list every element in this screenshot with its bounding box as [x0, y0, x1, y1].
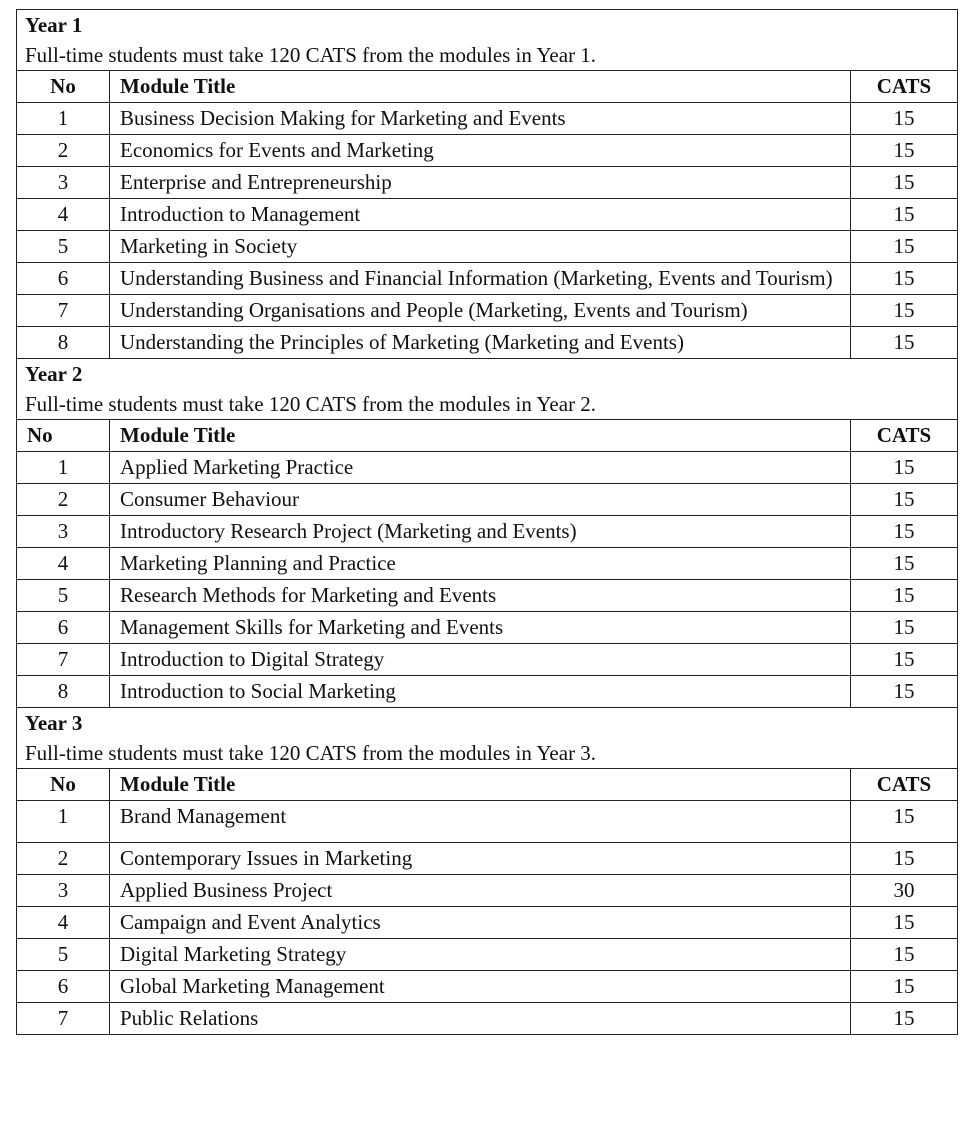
module-cats: 15 [850, 580, 957, 612]
module-cats: 15 [850, 167, 957, 199]
table-row [17, 516, 958, 548]
module-title: Introduction to Management [110, 199, 851, 231]
module-no: 3 [17, 516, 110, 548]
year-2-heading-cell [17, 359, 958, 420]
year-3-column-headers [17, 769, 958, 801]
module-cats: 15 [850, 516, 957, 548]
module-no: 3 [17, 875, 110, 907]
module-title: Economics for Events and Marketing [110, 135, 851, 167]
module-cats: 15 [850, 103, 957, 135]
module-cats: 15 [850, 939, 957, 971]
module-title: Understanding the Principles of Marketing (Marketing and Events) [110, 327, 851, 359]
module-title: Research Methods for Marketing and Events [110, 580, 851, 612]
table-row [17, 548, 958, 580]
module-no: 2 [17, 135, 110, 167]
module-title: Understanding Business and Financial Information (Marketing, Events and Tourism) [110, 263, 851, 295]
year-2-description: Full-time students must take 120 CATS from the modules in Year 2. [25, 392, 597, 416]
module-document [16, 9, 958, 1035]
table-row [17, 103, 958, 135]
year-2-section-header [17, 359, 958, 420]
module-no: 2 [17, 484, 110, 516]
table-row [17, 484, 958, 516]
module-cats: 15 [850, 612, 957, 644]
table-row [17, 199, 958, 231]
year-3-section-header [17, 708, 958, 769]
column-header-no: No [17, 769, 110, 801]
year-3-heading-cell [17, 708, 958, 769]
table-row [17, 452, 958, 484]
table-row [17, 644, 958, 676]
module-title: Brand Management [110, 801, 851, 843]
table-row [17, 167, 958, 199]
year-3-title: Year 3 [25, 711, 83, 735]
table-row [17, 939, 958, 971]
module-title: Consumer Behaviour [110, 484, 851, 516]
year-1-description: Full-time students must take 120 CATS from the modules in Year 1. [25, 43, 597, 67]
year-1-column-headers [17, 71, 958, 103]
table-row [17, 676, 958, 708]
module-cats: 15 [850, 1003, 957, 1035]
table-row [17, 907, 958, 939]
module-no: 5 [17, 939, 110, 971]
table-row [17, 135, 958, 167]
module-no: 5 [17, 231, 110, 263]
column-header-no: No [17, 420, 110, 452]
module-title: Contemporary Issues in Marketing [110, 843, 851, 875]
module-cats: 30 [850, 875, 957, 907]
module-cats: 15 [850, 135, 957, 167]
column-header-title: Module Title [110, 769, 851, 801]
module-no: 7 [17, 295, 110, 327]
module-no: 6 [17, 263, 110, 295]
module-no: 1 [17, 801, 110, 843]
module-cats: 15 [850, 199, 957, 231]
column-header-title: Module Title [110, 71, 851, 103]
column-header-cats: CATS [850, 420, 957, 452]
year-1-section-header [17, 10, 958, 71]
module-cats: 15 [850, 907, 957, 939]
module-no: 7 [17, 644, 110, 676]
module-cats: 15 [850, 484, 957, 516]
module-cats: 15 [850, 231, 957, 263]
module-no: 6 [17, 612, 110, 644]
module-no: 8 [17, 327, 110, 359]
module-title: Applied Marketing Practice [110, 452, 851, 484]
year-3-description: Full-time students must take 120 CATS from the modules in Year 3. [25, 741, 597, 765]
module-cats: 15 [850, 843, 957, 875]
module-no: 7 [17, 1003, 110, 1035]
table-row [17, 295, 958, 327]
year-1-heading-cell [17, 10, 958, 71]
module-no: 1 [17, 103, 110, 135]
module-cats: 15 [850, 452, 957, 484]
column-header-no: No [17, 71, 110, 103]
module-no: 6 [17, 971, 110, 1003]
module-cats: 15 [850, 548, 957, 580]
table-row [17, 843, 958, 875]
module-cats: 15 [850, 295, 957, 327]
module-cats: 15 [850, 971, 957, 1003]
module-title: Global Marketing Management [110, 971, 851, 1003]
table-row [17, 875, 958, 907]
module-no: 5 [17, 580, 110, 612]
module-no: 1 [17, 452, 110, 484]
module-title: Enterprise and Entrepreneurship [110, 167, 851, 199]
column-header-title: Module Title [110, 420, 851, 452]
table-row [17, 231, 958, 263]
table-row [17, 327, 958, 359]
column-header-cats: CATS [850, 769, 957, 801]
module-title: Management Skills for Marketing and Events [110, 612, 851, 644]
table-row [17, 263, 958, 295]
year-1-title: Year 1 [25, 13, 83, 37]
module-no: 3 [17, 167, 110, 199]
column-header-cats: CATS [850, 71, 957, 103]
module-cats: 15 [850, 327, 957, 359]
module-title: Campaign and Event Analytics [110, 907, 851, 939]
module-cats: 15 [850, 644, 957, 676]
module-title: Public Relations [110, 1003, 851, 1035]
table-row [17, 801, 958, 843]
module-title: Introduction to Digital Strategy [110, 644, 851, 676]
module-title: Marketing Planning and Practice [110, 548, 851, 580]
module-cats: 15 [850, 801, 957, 843]
module-title: Marketing in Society [110, 231, 851, 263]
module-title: Understanding Organisations and People (Marketing, Events and Tourism) [110, 295, 851, 327]
module-title: Digital Marketing Strategy [110, 939, 851, 971]
year-2-title: Year 2 [25, 362, 83, 386]
table-row [17, 580, 958, 612]
year-2-column-headers [17, 420, 958, 452]
table-row [17, 612, 958, 644]
module-no: 2 [17, 843, 110, 875]
module-no: 4 [17, 907, 110, 939]
module-no: 8 [17, 676, 110, 708]
module-title: Applied Business Project [110, 875, 851, 907]
table-row [17, 971, 958, 1003]
module-cats: 15 [850, 676, 957, 708]
module-no: 4 [17, 199, 110, 231]
module-cats: 15 [850, 263, 957, 295]
module-no: 4 [17, 548, 110, 580]
table-row [17, 1003, 958, 1035]
module-title: Introduction to Social Marketing [110, 676, 851, 708]
modules-table [16, 9, 958, 1035]
module-title: Introductory Research Project (Marketing and Events) [110, 516, 851, 548]
module-title: Business Decision Making for Marketing and Events [110, 103, 851, 135]
